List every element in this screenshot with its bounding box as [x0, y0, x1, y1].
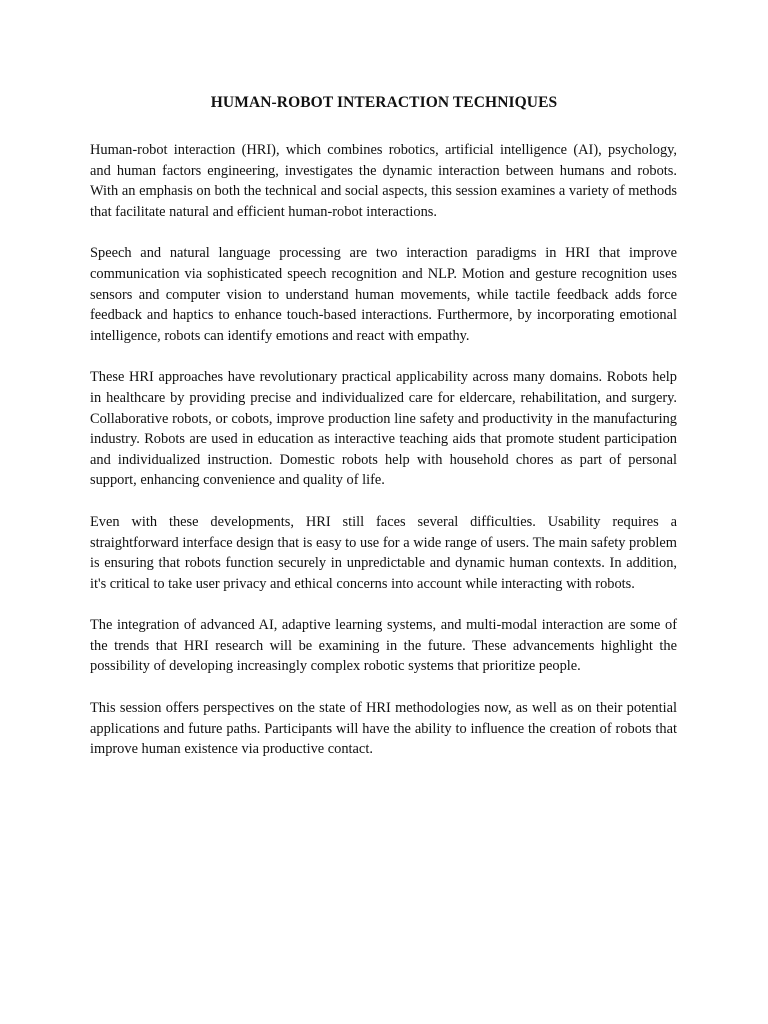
paragraph-challenges: Even with these developments, HRI still faces several difficulties. Usability requires a straightforward interface design that is easy to use for a wide range of users. The main safety problem is ensuring that robots function securely in unpredictable and dynamic human contexts. In addition, it's critical to take user privacy and ethical concerns into account while interacting with robots. [90, 513, 677, 592]
document-body [90, 140, 677, 781]
document-title: HUMAN-ROBOT INTERACTION TECHNIQUES [210, 94, 558, 111]
paragraph-applications: These HRI approaches have revolutionary practical applicability across many domains. Robots help in healthcare by providing precise and individualized care for eldercare, rehabilitation, and surgery. Collaborative robots, or cobots, improve production line safety and productivity in the manufacturing industry. Robots are used in education as interactive teaching aids that promote student participation and individualized instruction. Domestic robots help with household chores as part of personal support, enhancing convenience and quality of life. [90, 369, 677, 489]
paragraph-interaction-paradigms: Speech and natural language processing are two interaction paradigms in HRI that improve communication via sophisticated speech recognition and NLP. Motion and gesture recognition uses sensors and computer vision to understand human movements, while tactile feedback adds force feedback and haptics to enhance touch-based interactions. Furthermore, by incorporating emotional intelligence, robots can identify emotions and react with empathy. [90, 245, 677, 344]
paragraph-future-trends: The integration of advanced AI, adaptive learning systems, and multi-modal interaction are some of the trends that HRI research will be examining in the future. These advancements highlight the possibility of developing increasingly complex robotic systems that prioritize people. [90, 617, 677, 675]
paragraph-introduction: Human-robot interaction (HRI), which combines robotics, artificial intelligence (AI), psychology, and human factors engineering, investigates the dynamic interaction between humans and robots. With an emphasis on both the technical and social aspects, this session examines a variety of methods that facilitate natural and efficient human-robot interactions. [90, 142, 677, 220]
paragraph-conclusion: This session offers perspectives on the state of HRI methodologies now, as well as on their potential applications and future paths. Participants will have the ability to influence the creation of robots that improve human existence via productive contact. [90, 700, 677, 758]
